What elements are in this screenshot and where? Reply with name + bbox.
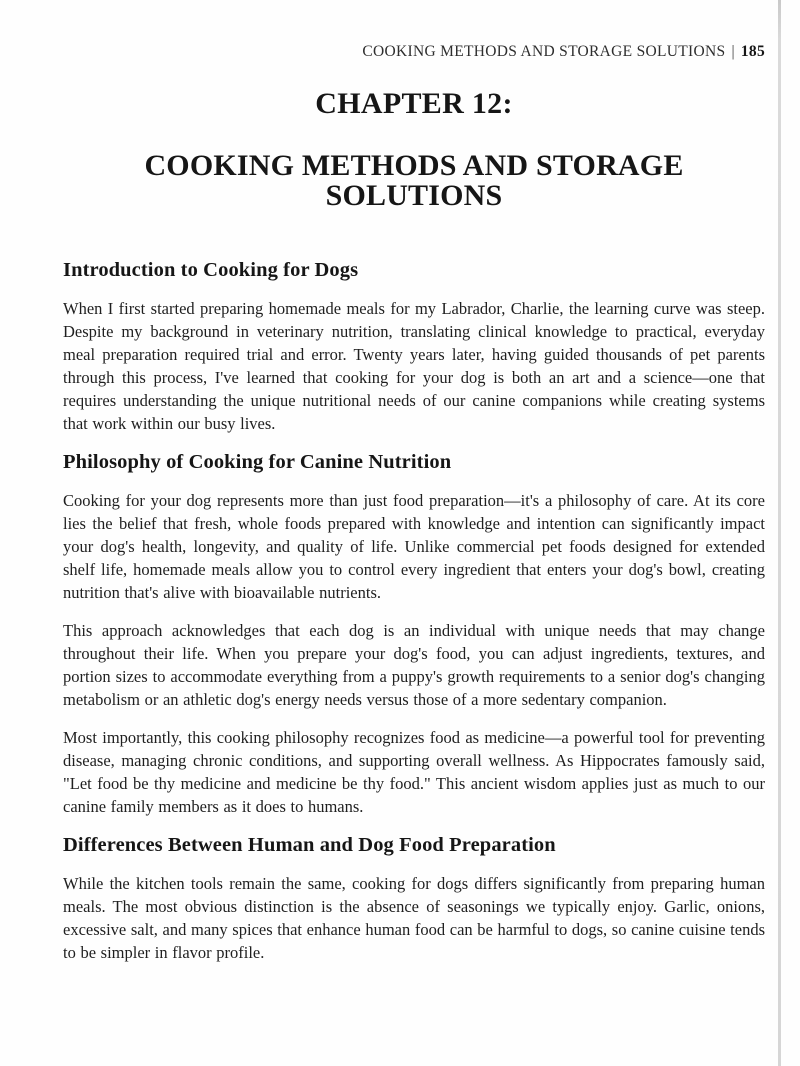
running-header	[63, 42, 765, 61]
section-heading-differences: Differences Between Human and Dog Food Preparation	[63, 834, 556, 856]
page-number: 185	[740, 43, 765, 60]
paragraph: When I first started preparing homemade meals for my Labrador, Charlie, the learning curve was steep. Despite my background in veterinary nutrition, translating clinical knowledge to practical, everyday meal preparation required trial and error. Twenty years later, having guided thousands of pet parents through this process, I've learned that cooking for your dog is both an art and a science—one that requires understanding the unique nutritional needs of our canine companions while creating systems that work within our busy lives.	[63, 299, 765, 433]
chapter-label: CHAPTER 12:	[315, 87, 513, 120]
section-heading-introduction: Introduction to Cooking for Dogs	[63, 259, 359, 281]
chapter-title: COOKING METHODS AND STORAGE SOLUTIONS	[144, 149, 684, 212]
header-separator: |	[731, 43, 735, 60]
paragraph: While the kitchen tools remain the same, cooking for dogs differs significantly from preparing human meals. The most obvious distinction is the absence of seasonings we typically enjoy. Garlic, onions, excessive salt, and many spices that enhance human food can be harmful to dogs, so canine cuisine tends to be simpler in flavor profile.	[63, 874, 765, 962]
section-heading-philosophy: Philosophy of Cooking for Canine Nutrition	[63, 451, 452, 473]
page-edge-line	[778, 0, 781, 1066]
paragraph: This approach acknowledges that each dog is an individual with unique needs that may change throughout their life. When you prepare your dog's food, you can adjust ingredients, textures, and portion sizes to accommodate everything from a puppy's growth requirements to a senior dog's changing metabolism or an athletic dog's energy needs versus those of a more sedentary companion.	[63, 621, 765, 709]
paragraph: Cooking for your dog represents more than just food preparation—it's a philosophy of care. At its core lies the belief that fresh, whole foods prepared with knowledge and intention can significantly impact your dog's health, longevity, and quality of life. Unlike commercial pet foods designed for extended shelf life, homemade meals allow you to control every ingredient that enters your dog's bowl, creating nutrition that's alive with bioavailable nutrients.	[63, 491, 765, 602]
running-title: COOKING METHODS AND STORAGE SOLUTIONS	[362, 43, 726, 60]
paragraph: Most importantly, this cooking philosophy recognizes food as medicine—a powerful tool for preventing disease, managing chronic conditions, and supporting overall wellness. As Hippocrates famously said, "Let food be thy medicine and medicine be thy food." This ancient wisdom applies just as much to our canine family members as it does to humans.	[63, 728, 765, 816]
